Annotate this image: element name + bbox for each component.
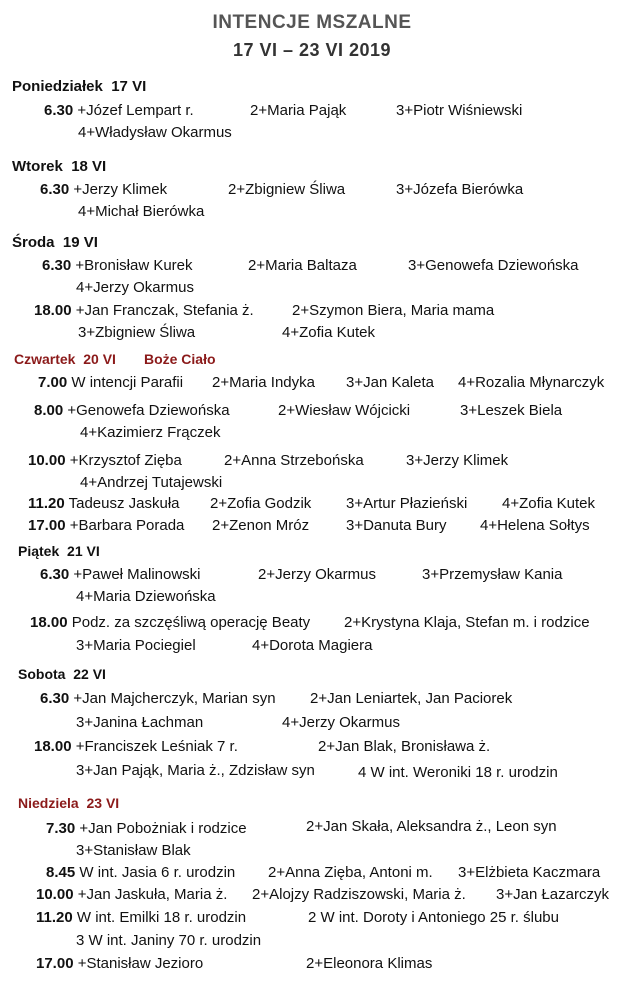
mass-entry xyxy=(44,102,194,119)
intention: 4+Rozalia Młynarczyk xyxy=(458,374,605,391)
intention: W int. Emilki 18 r. urodzin xyxy=(76,909,247,926)
day-heading-tuesday xyxy=(12,158,106,175)
intention: 2+Maria Baltaza xyxy=(248,257,357,274)
mass-entry xyxy=(46,864,235,881)
day-date: 22 VI xyxy=(73,666,106,682)
intention: 2+Anna Zięba, Antoni m. xyxy=(268,864,433,881)
intention: 4 W int. Weroniki 18 r. urodzin xyxy=(358,764,558,781)
intention: 2+Krystyna Klaja, Stefan m. i rodzice xyxy=(344,614,590,631)
intention: 2+Jan Leniartek, Jan Paciorek xyxy=(310,690,513,707)
mass-time: 11.20 xyxy=(28,495,65,512)
page-title: INTENCJE MSZALNE xyxy=(212,12,412,33)
day-label: Niedziela xyxy=(18,795,79,811)
intention: 4+Zofia Kutek xyxy=(282,324,375,341)
intention: 4+Maria Dziewońska xyxy=(76,588,216,605)
day-heading-sunday xyxy=(18,795,119,811)
intention: 2+Anna Strzebońska xyxy=(224,452,364,469)
intention: W int. Jasia 6 r. urodzin xyxy=(79,864,236,881)
day-date: 18 VI xyxy=(71,158,107,175)
mass-time: 6.30 xyxy=(40,181,70,198)
mass-entry xyxy=(38,374,183,391)
day-heading-friday xyxy=(18,543,100,559)
mass-time: 7.00 xyxy=(38,374,68,391)
mass-time: 10.00 xyxy=(36,886,74,903)
intention: 2+Zofia Godzik xyxy=(210,495,312,512)
intention: 2 W int. Doroty i Antoniego 25 r. ślubu xyxy=(308,909,559,926)
mass-time: 6.30 xyxy=(44,102,74,119)
intention: +Genowefa Dziewońska xyxy=(67,402,230,419)
intention: 2+Zbigniew Śliwa xyxy=(228,181,346,198)
intention: 2+Jerzy Okarmus xyxy=(258,566,376,583)
day-label: Czwartek xyxy=(14,351,76,367)
feast-name: Boże Ciało xyxy=(143,351,216,367)
mass-entry xyxy=(34,402,230,419)
intention: 4+Andrzej Tutajewski xyxy=(80,474,223,491)
intention: 4+Michał Bierówka xyxy=(78,203,205,220)
day-heading-saturday xyxy=(18,666,106,682)
mass-time: 18.00 xyxy=(34,302,72,319)
intention: +Bronisław Kurek xyxy=(75,257,193,274)
mass-entry xyxy=(28,495,180,512)
intention: +Jerzy Klimek xyxy=(73,181,168,198)
day-label: Piątek xyxy=(18,543,60,559)
intention: +Paweł Malinowski xyxy=(73,566,201,583)
intention: 2+Alojzy Radziszowski, Maria ż. xyxy=(252,886,466,903)
mass-entry xyxy=(34,738,238,755)
day-label: Poniedziałek xyxy=(12,78,103,95)
intention: +Jan Majcherczyk, Marian syn xyxy=(73,690,276,707)
day-label: Sobota xyxy=(18,666,66,682)
intention: 4+Dorota Magiera xyxy=(252,637,373,654)
intention: 3+Genowefa Dziewońska xyxy=(408,257,579,274)
mass-entry xyxy=(34,302,254,319)
day-date: 17 VI xyxy=(111,78,147,95)
intention: 4+Władysław Okarmus xyxy=(78,124,232,141)
intention: 4+Zofia Kutek xyxy=(502,495,595,512)
mass-time: 18.00 xyxy=(30,614,68,631)
date-range: 17 VI – 23 VI 2019 xyxy=(232,40,392,60)
mass-entry xyxy=(28,452,182,469)
intention: +Józef Lempart r. xyxy=(77,102,194,119)
intention: 3+Maria Pociegiel xyxy=(76,637,196,654)
intention: 3 W int. Janiny 70 r. urodzin xyxy=(76,932,262,949)
intention: +Barbara Porada xyxy=(69,517,185,534)
day-heading-monday xyxy=(12,78,146,95)
mass-time: 8.45 xyxy=(46,864,76,881)
mass-time: 6.30 xyxy=(42,257,72,274)
intention: +Krzysztof Zięba xyxy=(69,452,182,469)
intention: 4+Kazimierz Frączek xyxy=(80,424,221,441)
day-label: Środa xyxy=(12,234,55,251)
day-date: 21 VI xyxy=(67,543,100,559)
mass-entry xyxy=(40,690,276,707)
intention: 4+Jerzy Okarmus xyxy=(282,714,400,731)
mass-entry xyxy=(36,909,246,926)
mass-time: 18.00 xyxy=(34,738,72,755)
intention: 3+Leszek Biela xyxy=(460,402,563,419)
mass-time: 8.00 xyxy=(34,402,64,419)
intention: 2+Maria Pająk xyxy=(250,102,347,119)
intention: 4+Helena Sołtys xyxy=(480,517,590,534)
mass-entry xyxy=(46,820,247,837)
intention: 3+Elżbieta Kaczmara xyxy=(458,864,601,881)
mass-entry xyxy=(30,614,310,631)
day-date: 20 VI xyxy=(83,351,116,367)
intention: +Jan Franczak, Stefania ż. xyxy=(75,302,254,319)
intention: 2+Eleonora Klimas xyxy=(306,955,433,972)
intention: W intencji Parafii xyxy=(71,374,184,391)
day-date: 19 VI xyxy=(62,234,98,251)
intention: 4+Jerzy Okarmus xyxy=(76,279,194,296)
mass-entry xyxy=(36,886,227,903)
day-heading-thursday xyxy=(14,351,216,367)
intention: 2+Maria Indyka xyxy=(212,374,315,391)
intention: 2+Zenon Mróz xyxy=(212,517,310,534)
mass-time: 17.00 xyxy=(36,955,74,972)
intention: 3+Jerzy Klimek xyxy=(406,452,509,469)
intention: 3+Zbigniew Śliwa xyxy=(78,324,196,341)
intention: +Jan Jaskuła, Maria ż. xyxy=(77,886,228,903)
intention: 3+Jan Łazarczyk xyxy=(496,886,609,903)
intention: 3+Jan Kaleta xyxy=(346,374,434,391)
mass-entry xyxy=(28,517,184,534)
intention: 3+Jan Pająk, Maria ż., Zdzisław syn xyxy=(76,762,315,779)
intention: 2+Jan Skała, Aleksandra ż., Leon syn xyxy=(306,818,557,835)
day-date: 23 VI xyxy=(86,795,120,811)
intention: 2+Jan Blak, Bronisława ż. xyxy=(318,738,491,755)
intention: 2+Wiesław Wójcicki xyxy=(278,402,411,419)
mass-entry xyxy=(40,566,201,583)
intention: 2+Szymon Biera, Maria mama xyxy=(292,302,495,319)
intention: 3+Danuta Bury xyxy=(346,517,447,534)
intention: +Jan Pobożniak i rodzice xyxy=(79,820,247,837)
intention: Tadeusz Jaskuła xyxy=(68,495,180,512)
mass-time: 7.30 xyxy=(46,820,76,837)
intention: 3+Artur Płazieński xyxy=(346,495,468,512)
intention: 3+Janina Łachman xyxy=(76,714,204,731)
mass-time: 6.30 xyxy=(40,566,70,583)
intention: +Stanisław Jezioro xyxy=(77,955,204,972)
intention xyxy=(396,102,522,119)
mass-entry xyxy=(42,257,193,274)
mass-entry xyxy=(40,181,167,198)
mass-time: 10.00 xyxy=(28,452,66,469)
intention: 3+Przemysław Kania xyxy=(422,566,563,583)
mass-time: 6.30 xyxy=(40,690,70,707)
intention: 3+Stanisław Blak xyxy=(76,842,191,859)
mass-entry xyxy=(36,955,203,972)
mass-time: 11.20 xyxy=(36,909,73,926)
day-heading-wednesday xyxy=(12,234,98,251)
mass-time: 17.00 xyxy=(28,517,66,534)
intention: 3+Józefa Bierówka xyxy=(396,181,524,198)
day-label: Wtorek xyxy=(12,158,63,175)
intention-text: 3+Piotr Wiśniewski xyxy=(396,102,523,119)
intention: Podz. za szczęśliwą operację Beaty xyxy=(71,614,311,631)
intention: +Franciszek Leśniak 7 r. xyxy=(75,738,238,755)
